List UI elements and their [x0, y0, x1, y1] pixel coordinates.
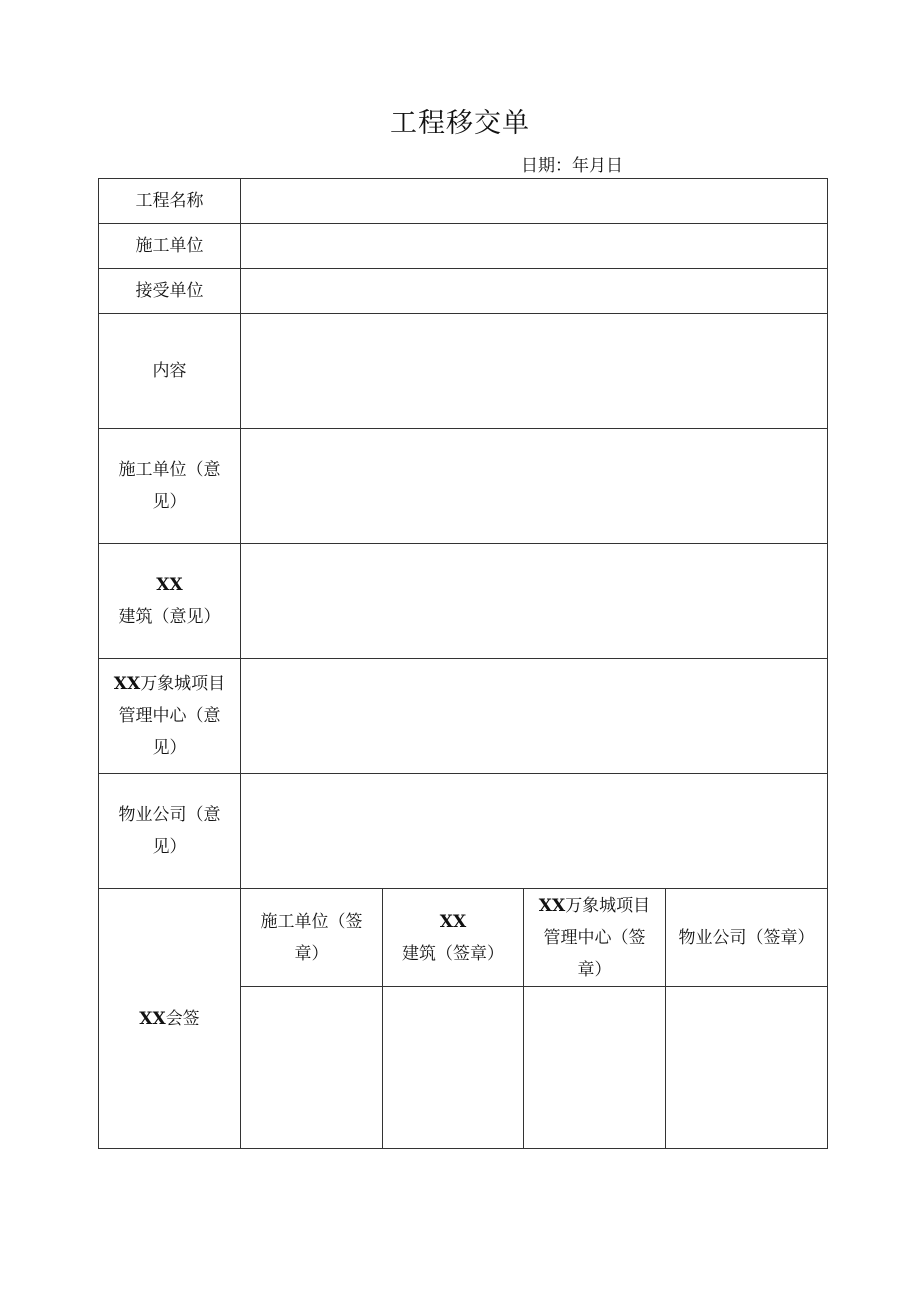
property-opinion-field[interactable] [241, 774, 828, 889]
signoff-building-text: 建筑（签章） [402, 943, 504, 964]
xx-building-opinion-text: 建筑（意见） [118, 607, 221, 627]
signoff-stamp-construction[interactable] [241, 987, 383, 1149]
row-signoff-headers [99, 889, 828, 987]
xx-center-prefix: XX [113, 674, 141, 694]
signoff-header-construction: 施工单位（签章） [241, 889, 383, 987]
row-xx-building-opinion [99, 544, 828, 659]
construction-opinion-label [99, 429, 241, 544]
xx-signoff-text: 会签 [165, 1008, 200, 1029]
property-opinion-text: 物业公司（意见） [118, 805, 221, 857]
signoff-stamp-center[interactable] [524, 987, 666, 1149]
content-field[interactable] [241, 314, 828, 429]
xx-signoff-label [99, 889, 241, 1149]
construction-unit-label: 施工单位 [99, 224, 241, 269]
project-name-field[interactable] [241, 179, 828, 224]
row-construction-unit [99, 224, 828, 269]
signoff-header-center [524, 889, 666, 987]
xx-building-prefix: XX [156, 575, 183, 595]
content-label: 内容 [99, 314, 241, 429]
property-opinion-label [99, 774, 241, 889]
handover-form-table [98, 178, 828, 1149]
row-project-name [99, 179, 828, 224]
receiving-unit-label: 接受单位 [99, 269, 241, 314]
xx-center-opinion-label [99, 659, 241, 774]
signoff-center-prefix: XX [538, 895, 566, 916]
row-xx-center-opinion [99, 659, 828, 774]
signoff-header-building [383, 889, 524, 987]
row-property-opinion [99, 774, 828, 889]
xx-center-opinion-field[interactable] [241, 659, 828, 774]
row-construction-opinion [99, 429, 828, 544]
xx-building-opinion-label [99, 544, 241, 659]
xx-building-opinion-field[interactable] [241, 544, 828, 659]
receiving-unit-field[interactable] [241, 269, 828, 314]
construction-opinion-text: 施工单位（意见） [118, 460, 221, 512]
construction-unit-field[interactable] [241, 224, 828, 269]
date-label: 日期：年月日 [521, 156, 623, 176]
signoff-center-text: 万象城项目管理中心（签章） [543, 895, 651, 980]
xx-center-opinion-text: 万象城项目管理中心（意见） [118, 674, 226, 758]
signoff-stamp-property[interactable] [666, 987, 828, 1149]
page-title: 工程移交单 [390, 108, 530, 139]
signoff-stamp-building[interactable] [383, 987, 524, 1149]
row-receiving-unit [99, 269, 828, 314]
row-content [99, 314, 828, 429]
xx-signoff-prefix: XX [139, 1008, 166, 1029]
project-name-label: 工程名称 [99, 179, 241, 224]
signoff-header-property: 物业公司（签章） [666, 889, 828, 987]
construction-opinion-field[interactable] [241, 429, 828, 544]
signoff-building-prefix: XX [439, 911, 467, 932]
